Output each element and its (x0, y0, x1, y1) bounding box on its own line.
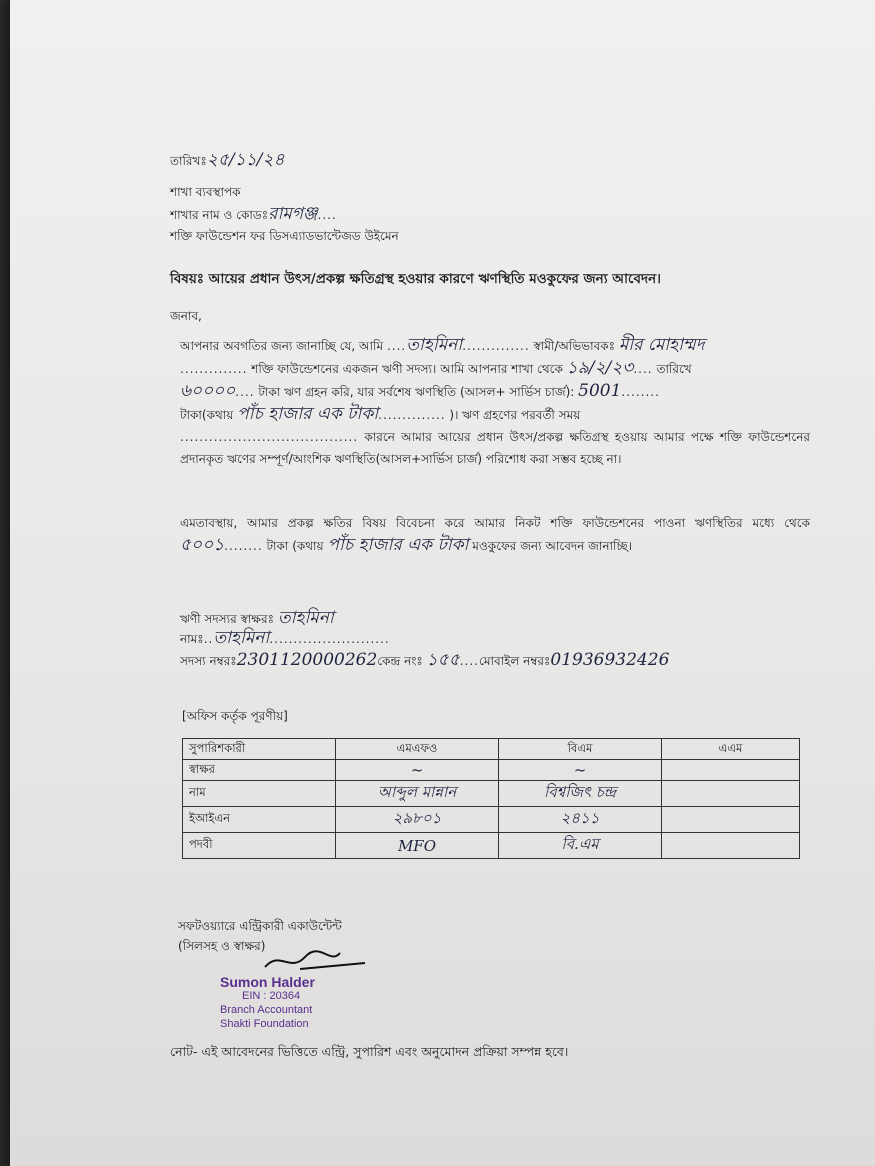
member-signature-line: ঋণী সদস্যর স্বাক্ষরঃ তাহমিনা (180, 608, 334, 628)
recipient-title: শাখা ব্যবস্থাপক (170, 185, 241, 199)
office-note: [অফিস কর্তৃক পূরণীয়] (182, 709, 288, 723)
waive-amount: ৫০০১ (180, 535, 225, 555)
member-name: তাহমিনা (213, 628, 270, 648)
stamp-org: Shakti Foundation (220, 1018, 309, 1030)
table-header: এমএফও (336, 739, 499, 760)
mobile-number: 01936932426 (550, 650, 670, 670)
waive-in-words: পাঁচ হাজার এক টাকা (327, 535, 469, 555)
table-header: সুপারিশকারী (183, 739, 336, 760)
accountant-signature (260, 945, 370, 975)
subject-line: বিষয়ঃ আয়ের প্রধান উৎস/প্রকল্প ক্ষতিগ্রস্থ হওয়ার কারণে ঋণস্থিতি মওকুফের জন্য আবেদন। (170, 271, 661, 287)
mfo-name: আব্দুল মান্নান (336, 781, 499, 807)
loan-amount: ৬০০০০ (180, 381, 236, 401)
member-number: 2301120000262 (236, 650, 378, 670)
table-header-row (183, 739, 800, 760)
balance-in-words: পাঁচ হাজার এক টাকা (237, 404, 379, 424)
date-line (170, 152, 284, 169)
footer-note: নোট- এই আবেদনের ভিত্তিতে এন্ট্রি, সুপারিশ এবং অনুমোদন প্রক্রিয়া সম্পন্ন হবে। (170, 1044, 569, 1059)
table-row: ইআইএন ২৯৮০১ ২৪১১ (183, 807, 800, 833)
bm-designation: বি.এম (499, 833, 662, 859)
accountant-stamp (220, 975, 315, 1031)
bm-ein: ২৪১১ (499, 807, 662, 833)
member-numbers-line: সদস্য নম্বরঃ2301120000262কেন্দ্র নংঃ ১৫৫....মোবাইল নম্বরঃ01936932426 (180, 650, 670, 670)
stamp-name: Sumon Halder (220, 974, 315, 990)
org-name: শক্তি ফাউন্ডেশন ফর ডিসএ্যাডভান্টেজড উইমেন (170, 229, 399, 243)
bm-signature: ~ (499, 760, 662, 781)
bm-name: বিশ্বজিৎ চন্দ্র (499, 781, 662, 807)
center-number: ১৫৫ (426, 650, 460, 670)
member-signature: তাহমিনা (277, 608, 334, 628)
table-header: এএম (662, 739, 800, 760)
loan-balance: 5001 (578, 381, 622, 401)
table-row: স্বাক্ষর ~ ~ (183, 760, 800, 781)
branch-line: শাখার নাম ও কোডঃরামগঞ্জ.... (170, 204, 337, 224)
date-value: ২৫/১১/২৪ (206, 150, 285, 170)
body-paragraph-1: আপনার অবগতির জন্য জানাচ্ছি যে, আমি ....তাহমিনা.............. স্বামী/অভিভাবকঃ মীর মোহাম্মদ .............. শক্তি ফাউন্ডেশনের একজন ঋণী সদস্য। আমি আপনার শাখা থেকে ১৯/২/২৩.... তারিখে ৬০০০০.... টাকা ঋণ গ্রহন করি, যার সর্বশেষ ঋণস্থিতি (আসল+ সার্ভিস চার্জ): 5001........ টাকা(কথায় পাঁচ হাজার এক টাকা.............. )। ঋণ গ্রহণের পরবর্তী সময় ..................................... কারনে আমার আয়ের প্রধান উৎস/প্রকল্প ক্ষতিগ্রস্থ হওয়ায় আমার পক্ষে শক্তি ফাউন্ডেশনের প্রদানকৃত ঋণের সম্পূর্ণ/আংশিক ঋণস্থিতি(আসল+সার্ভিস চার্জ) পরিশোধ করা সম্ভব হচ্ছে না। (180, 335, 810, 466)
stamp-title: Branch Accountant (220, 1004, 313, 1016)
mfo-signature: ~ (336, 760, 499, 781)
salutation: জনাব, (170, 309, 202, 323)
loan-date: ১৯/২/২৩ (566, 358, 634, 378)
table-header: বিএম (499, 739, 662, 760)
table-row: নাম আব্দুল মান্নান বিশ্বজিৎ চন্দ্র (183, 781, 800, 807)
date-label: তারিখঃ (170, 154, 207, 168)
branch-value: রামগঞ্জ (268, 204, 318, 224)
table-row: পদবী MFO বি.এম (183, 833, 800, 859)
member-name-line: নামঃ..তাহমিনা......................... (180, 628, 390, 648)
office-table (182, 738, 800, 859)
body-paragraph-2: এমতাবস্থায়, আমার প্রকল্প ক্ষতির বিষয় বিবেচনা করে আমার নিকট শক্তি ফাউন্ডেশনের পাওনা ঋণস্থিতির মধ্যে থেকে ৫০০১........ টাকা (কথায় পাঁচ হাজার এক টাকা মওকুফের জন্য আবেদন জানাচ্ছি। (180, 516, 810, 555)
accountant-line: সফটওয়্যারে এন্ট্রিকারী একাউন্টেন্ট (178, 919, 342, 933)
mfo-designation: MFO (336, 833, 499, 859)
seal-line: (সিলসহ ও স্বাক্ষর) (178, 939, 266, 953)
branch-label: শাখার নাম ও কোডঃ (170, 208, 269, 222)
stamp-ein: EIN : 20364 (242, 990, 301, 1002)
mfo-ein: ২৯৮০১ (336, 807, 499, 833)
guardian-name: মীর মোহাম্মদ (618, 335, 705, 355)
application-page (10, 0, 875, 1166)
applicant-name: তাহমিনা (406, 335, 463, 355)
